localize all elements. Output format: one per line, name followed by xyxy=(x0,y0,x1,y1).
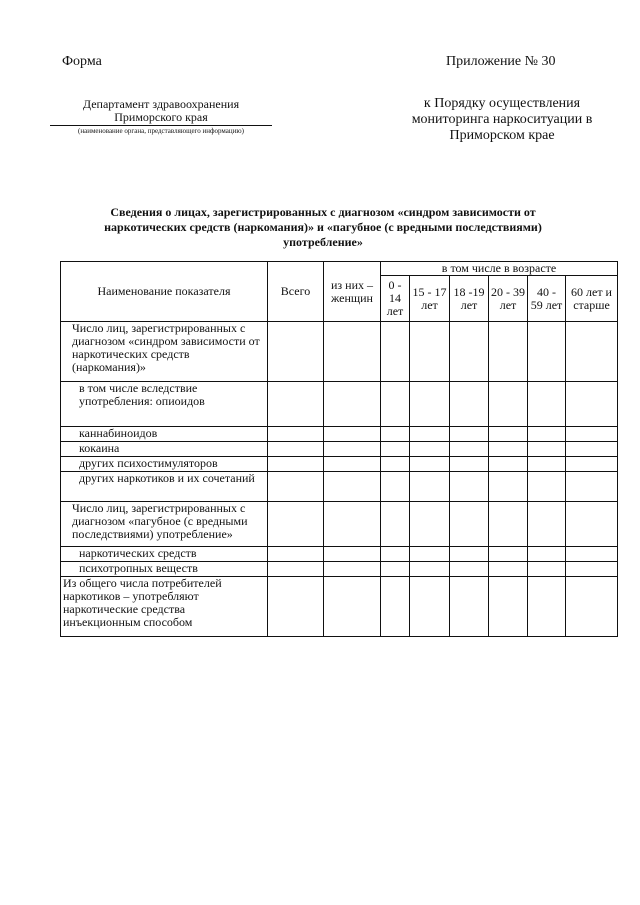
row-label: Число лиц, зарегистрированных с диагнозом «пагубное (с вредными последствиями) употребление» xyxy=(61,502,268,547)
procedure-reference: к Порядку осуществления мониторинга наркоситуации в Приморском крае xyxy=(411,96,593,143)
value-cell[interactable] xyxy=(410,472,450,502)
header-age-40-59: 40 - 59 лет xyxy=(528,276,566,322)
row-label: Из общего числа потребителей наркотиков – употребляют наркотические средства инъекционным способом xyxy=(61,577,268,637)
value-cell[interactable] xyxy=(566,472,618,502)
header-age-15-17: 15 - 17 лет xyxy=(410,276,450,322)
value-cell[interactable] xyxy=(450,427,489,442)
value-cell[interactable] xyxy=(410,442,450,457)
value-cell[interactable] xyxy=(489,457,528,472)
header-age-20-39: 20 - 39 лет xyxy=(489,276,528,322)
value-cell[interactable] xyxy=(268,577,324,637)
value-cell[interactable] xyxy=(381,442,410,457)
value-cell[interactable] xyxy=(528,457,566,472)
value-cell[interactable] xyxy=(410,427,450,442)
value-cell[interactable] xyxy=(381,547,410,562)
value-cell[interactable] xyxy=(566,577,618,637)
value-cell[interactable] xyxy=(450,457,489,472)
header-age-group: в том числе в возрасте xyxy=(381,262,618,276)
value-cell[interactable] xyxy=(450,322,489,382)
row-label: Число лиц, зарегистрированных с диагнозом «синдром зависимости от наркотических средств (наркомания)» xyxy=(61,322,268,382)
value-cell[interactable] xyxy=(268,442,324,457)
value-cell[interactable] xyxy=(324,427,381,442)
value-cell[interactable] xyxy=(410,502,450,547)
value-cell[interactable] xyxy=(450,562,489,577)
value-cell[interactable] xyxy=(489,427,528,442)
value-cell[interactable] xyxy=(381,577,410,637)
value-cell[interactable] xyxy=(381,322,410,382)
value-cell[interactable] xyxy=(410,382,450,427)
value-cell[interactable] xyxy=(528,562,566,577)
value-cell[interactable] xyxy=(528,502,566,547)
value-cell[interactable] xyxy=(566,382,618,427)
value-cell[interactable] xyxy=(566,457,618,472)
value-cell[interactable] xyxy=(528,427,566,442)
header-age-60-plus: 60 лет и старше xyxy=(566,276,618,322)
value-cell[interactable] xyxy=(410,457,450,472)
header-age-0-14: 0 - 14 лет xyxy=(381,276,410,322)
value-cell[interactable] xyxy=(381,457,410,472)
row-label: других психостимуляторов xyxy=(61,457,268,472)
value-cell[interactable] xyxy=(410,562,450,577)
value-cell[interactable] xyxy=(489,502,528,547)
value-cell[interactable] xyxy=(566,562,618,577)
value-cell[interactable] xyxy=(324,502,381,547)
row-label: в том числе вследствие употребления: опиоидов xyxy=(61,382,268,427)
value-cell[interactable] xyxy=(528,472,566,502)
value-cell[interactable] xyxy=(324,562,381,577)
value-cell[interactable] xyxy=(489,472,528,502)
table-row xyxy=(61,547,618,562)
value-cell[interactable] xyxy=(450,547,489,562)
value-cell[interactable] xyxy=(324,442,381,457)
value-cell[interactable] xyxy=(450,442,489,457)
table-row xyxy=(61,382,618,427)
value-cell[interactable] xyxy=(528,322,566,382)
value-cell[interactable] xyxy=(324,577,381,637)
form-label: Форма xyxy=(62,54,102,69)
table-row xyxy=(61,442,618,457)
table-row xyxy=(61,472,618,502)
value-cell[interactable] xyxy=(268,457,324,472)
value-cell[interactable] xyxy=(566,547,618,562)
row-label: каннабиноидов xyxy=(61,427,268,442)
department-caption: (наименование органа, представляющего информацию) xyxy=(78,127,244,135)
row-label: психотропных веществ xyxy=(61,562,268,577)
value-cell[interactable] xyxy=(268,382,324,427)
report-table xyxy=(60,261,618,637)
value-cell[interactable] xyxy=(381,502,410,547)
table-row xyxy=(61,562,618,577)
value-cell[interactable] xyxy=(324,472,381,502)
table-row xyxy=(61,427,618,442)
value-cell[interactable] xyxy=(410,322,450,382)
report-title: Сведения о лицах, зарегистрированных с диагнозом «синдром зависимости от наркотических средств (наркомания)» и «пагубное (с вредными последствиями) употребление» xyxy=(104,205,542,249)
value-cell[interactable] xyxy=(489,322,528,382)
value-cell[interactable] xyxy=(324,382,381,427)
value-cell[interactable] xyxy=(381,382,410,427)
header-age-18-19: 18 -19 лет xyxy=(450,276,489,322)
value-cell[interactable] xyxy=(566,502,618,547)
table-row xyxy=(61,322,618,382)
value-cell[interactable] xyxy=(528,547,566,562)
value-cell[interactable] xyxy=(410,547,450,562)
value-cell[interactable] xyxy=(450,577,489,637)
value-cell[interactable] xyxy=(381,427,410,442)
row-label: других наркотиков и их сочетаний xyxy=(61,472,268,502)
value-cell[interactable] xyxy=(268,472,324,502)
value-cell[interactable] xyxy=(381,472,410,502)
row-label: наркотических средств xyxy=(61,547,268,562)
value-cell[interactable] xyxy=(489,577,528,637)
value-cell[interactable] xyxy=(566,322,618,382)
value-cell[interactable] xyxy=(268,547,324,562)
value-cell[interactable] xyxy=(528,577,566,637)
value-cell[interactable] xyxy=(566,442,618,457)
value-cell[interactable] xyxy=(268,502,324,547)
value-cell[interactable] xyxy=(324,547,381,562)
value-cell[interactable] xyxy=(324,322,381,382)
department-name: Департамент здравоохранения Приморского края xyxy=(50,98,272,126)
value-cell[interactable] xyxy=(450,382,489,427)
value-cell[interactable] xyxy=(324,457,381,472)
table-row xyxy=(61,577,618,637)
value-cell[interactable] xyxy=(528,382,566,427)
table-row xyxy=(61,502,618,547)
value-cell[interactable] xyxy=(489,562,528,577)
value-cell[interactable] xyxy=(489,547,528,562)
header-indicator: Наименование показателя xyxy=(61,262,268,322)
value-cell[interactable] xyxy=(381,562,410,577)
value-cell[interactable] xyxy=(528,442,566,457)
row-label: кокаина xyxy=(61,442,268,457)
value-cell[interactable] xyxy=(489,442,528,457)
value-cell[interactable] xyxy=(566,427,618,442)
header-women: из них – женщин xyxy=(324,262,381,322)
value-cell[interactable] xyxy=(450,502,489,547)
value-cell[interactable] xyxy=(489,382,528,427)
value-cell[interactable] xyxy=(410,577,450,637)
table-row xyxy=(61,457,618,472)
department-block xyxy=(50,98,272,136)
value-cell[interactable] xyxy=(450,472,489,502)
value-cell[interactable] xyxy=(268,562,324,577)
appendix-label: Приложение № 30 xyxy=(446,54,556,69)
header-total: Всего xyxy=(268,262,324,322)
value-cell[interactable] xyxy=(268,427,324,442)
value-cell[interactable] xyxy=(268,322,324,382)
